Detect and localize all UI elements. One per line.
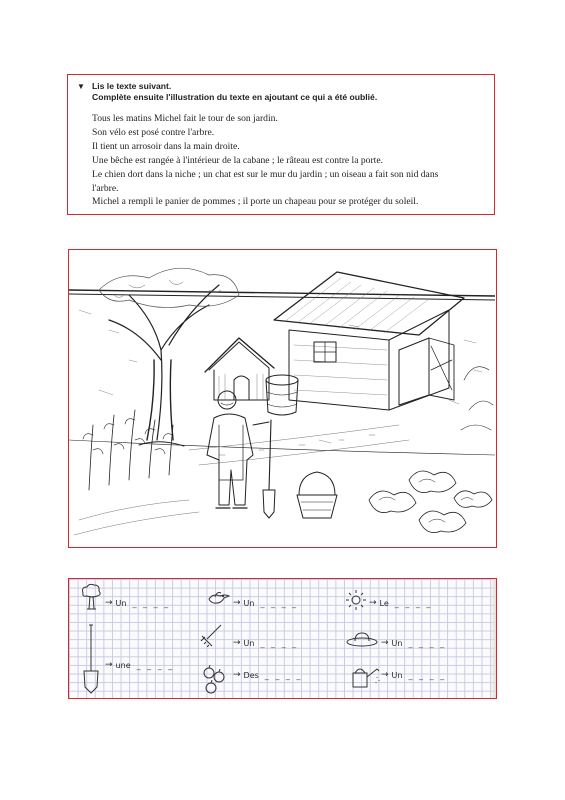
water-barrel bbox=[266, 375, 298, 415]
arrow-right-icon: → bbox=[369, 598, 377, 608]
vocab-entry-watering-can: → Un _ _ _ _ bbox=[381, 670, 447, 680]
vocab-entry-hat: → Un _ _ _ _ bbox=[381, 638, 447, 648]
story-text bbox=[78, 112, 484, 209]
vocabulary-grid bbox=[68, 578, 497, 699]
doghouse bbox=[205, 338, 274, 400]
vocab-entry-rake: → Un _ _ _ _ bbox=[233, 638, 299, 648]
sun-icon bbox=[345, 589, 367, 611]
basket bbox=[297, 472, 337, 518]
gardener-michel bbox=[207, 391, 275, 518]
answer-blank[interactable]: _ _ _ _ bbox=[260, 598, 299, 608]
rake-icon bbox=[199, 623, 225, 647]
triangle-bullet-icon: ▼ bbox=[77, 82, 85, 91]
arrow-right-icon: → bbox=[233, 638, 241, 648]
arrow-right-icon: → bbox=[105, 660, 113, 670]
answer-blank[interactable]: _ _ _ _ bbox=[260, 638, 299, 648]
bird-icon bbox=[205, 589, 231, 607]
arrow-right-icon: → bbox=[233, 598, 241, 608]
story-line: Il tient un arrosoir dans la main droite. bbox=[92, 140, 240, 152]
watering-can-icon bbox=[349, 663, 381, 691]
arrow-right-icon: → bbox=[233, 670, 241, 680]
instruction-line-1: Lis le texte suivant. bbox=[92, 81, 172, 91]
page-edge-shadow bbox=[490, 579, 496, 698]
vocab-entry-tree: → Un _ _ _ _ bbox=[105, 598, 171, 608]
plants-row bbox=[74, 410, 199, 535]
answer-blank[interactable]: _ _ _ _ bbox=[394, 598, 433, 608]
answer-blank[interactable]: _ _ _ _ bbox=[408, 670, 447, 680]
spade-icon bbox=[81, 623, 101, 695]
vocab-entry-spade: → une _ _ _ _ bbox=[105, 660, 175, 670]
vocab-entry-sun: → Le _ _ _ _ bbox=[369, 598, 433, 608]
story-line: Tous les matins Michel fait le tour de son jardin. bbox=[92, 113, 278, 124]
garden-path bbox=[189, 425, 409, 465]
vocab-entry-apples: → Des _ _ _ _ bbox=[233, 670, 303, 680]
hat-icon bbox=[345, 631, 379, 647]
story-line: Le chien dort dans la niche ; un chat est sur le mur du jardin ; un oiseau a fait son nid dans bbox=[92, 168, 439, 180]
arrow-right-icon: → bbox=[381, 670, 389, 680]
answer-blank[interactable]: _ _ _ _ bbox=[264, 670, 303, 680]
vocab-entry-bird: → Un _ _ _ _ bbox=[233, 598, 299, 608]
answer-blank[interactable]: _ _ _ _ bbox=[408, 638, 447, 648]
arrow-right-icon: → bbox=[105, 598, 113, 608]
tree-icon bbox=[79, 583, 103, 611]
cabbages bbox=[369, 471, 492, 533]
instruction-line-2: Complète ensuite l'illustration du texte en ajoutant ce qui a été oublié. bbox=[92, 91, 378, 102]
garden-illustration bbox=[68, 249, 497, 548]
answer-blank[interactable]: _ _ _ _ bbox=[132, 598, 171, 608]
bushes bbox=[461, 367, 493, 430]
answer-blank[interactable]: _ _ _ _ bbox=[136, 660, 175, 670]
arrow-right-icon: → bbox=[381, 638, 389, 648]
story-line: l'arbre. bbox=[92, 182, 119, 194]
story-line: Michel a rempli le panier de pommes ; il porte un chapeau pour se protéger du soleil. bbox=[92, 196, 419, 208]
instruction-header bbox=[78, 81, 484, 102]
apples-icon bbox=[201, 665, 227, 695]
story-line: Une bêche est rangée à l'intérieur de la cabane ; le râteau est contre la porte. bbox=[92, 154, 383, 166]
story-line: Son vélo est posé contre l'arbre. bbox=[92, 126, 215, 138]
instruction-box bbox=[67, 74, 495, 215]
